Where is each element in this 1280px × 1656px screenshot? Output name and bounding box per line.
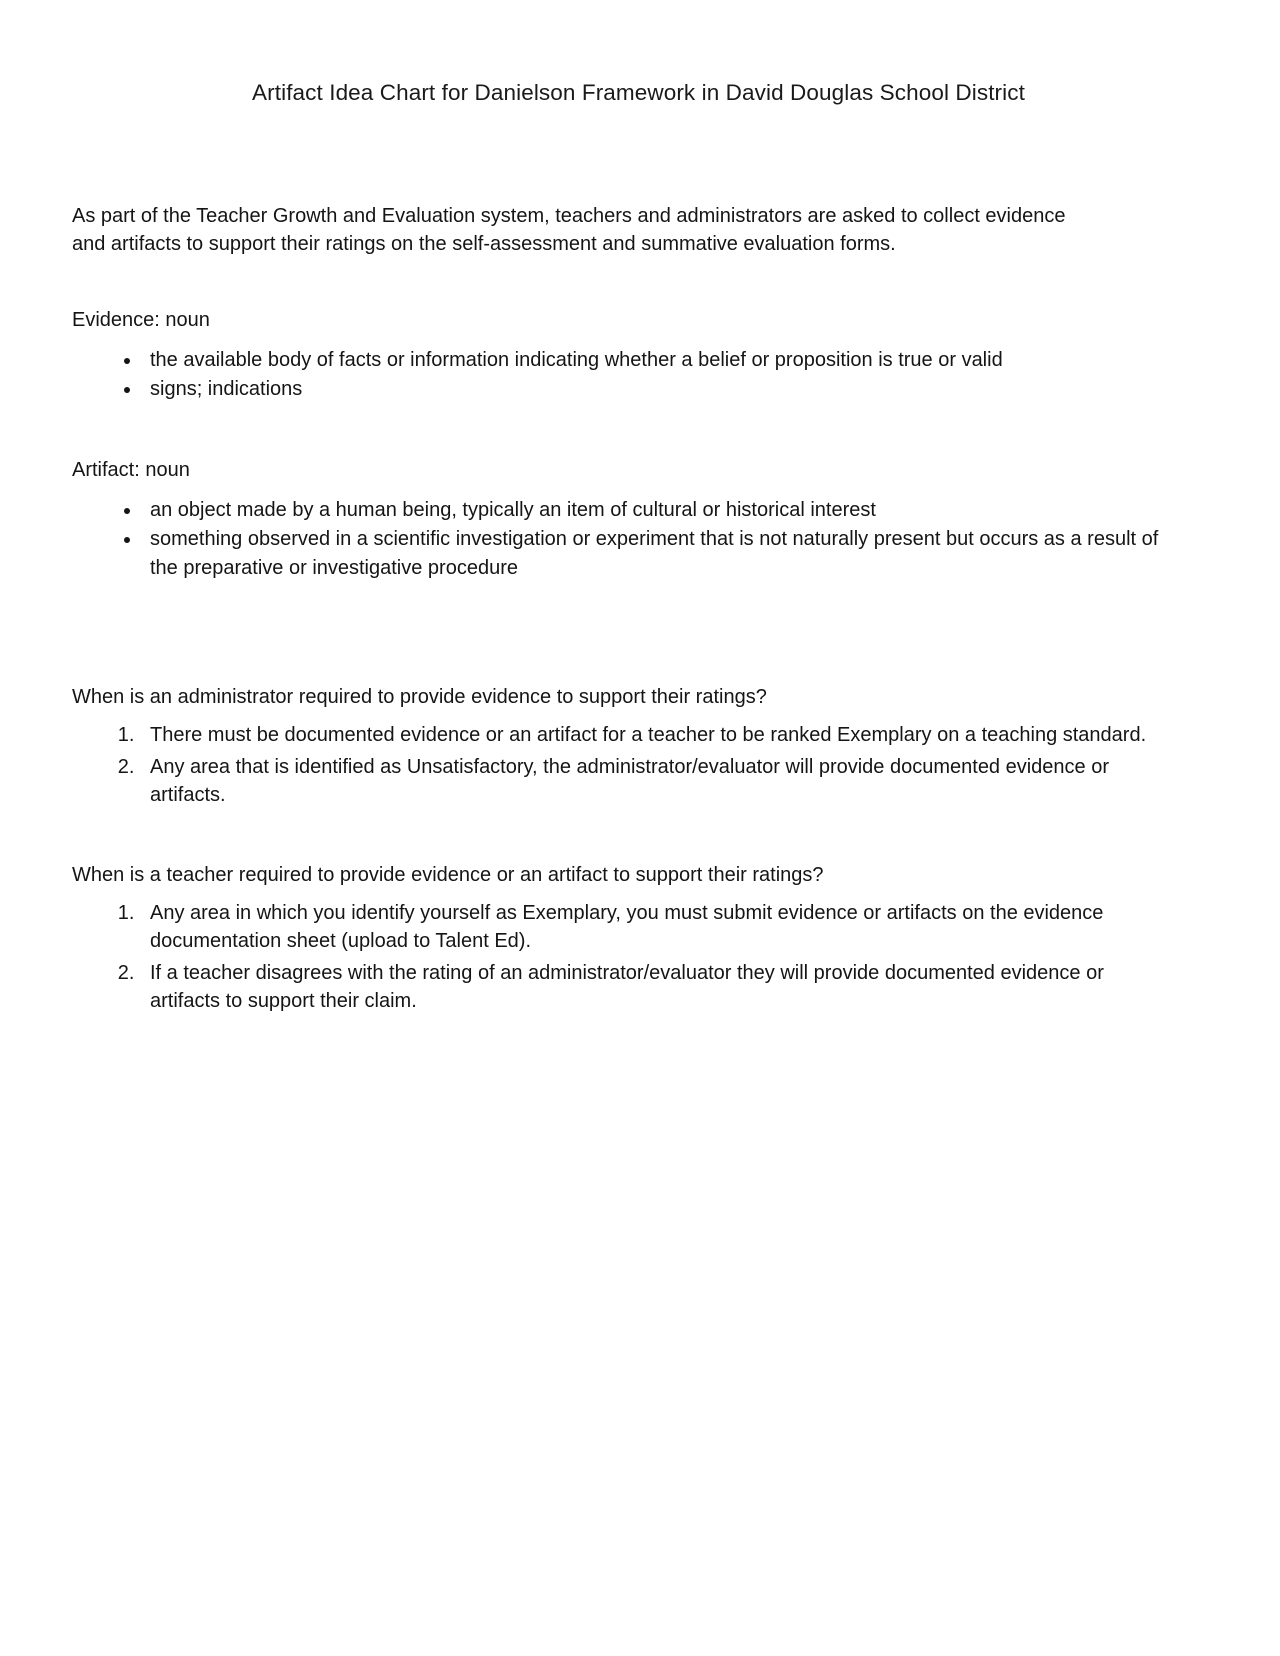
list-item: • something observed in a scientific investigation or experiment that is not naturally present but occurs as a result of the preparative or investigative procedure (142, 525, 1162, 583)
list-item: 2. If a teacher disagrees with the rating of an administrator/evaluator they will provide documented evidence or artifacts to support their claim. (140, 959, 1162, 1015)
section-teacher-question (72, 861, 1205, 1015)
teacher-numbered-list (72, 899, 1162, 1015)
list-item: • signs; indications (142, 375, 1162, 404)
artifact-bullet-list (72, 496, 1162, 583)
intro-paragraph: As part of the Teacher Growth and Evaluation system, teachers and administrators are asked to collect evidence and artifacts to support their ratings on the self-assessment and summative evaluation forms. (72, 205, 1066, 255)
section-admin-question (72, 683, 1205, 809)
artifact-heading: Artifact: noun (72, 459, 190, 481)
section-artifact (72, 456, 1205, 583)
section-evidence (72, 306, 1205, 404)
list-item: 2. Any area that is identified as Unsatisfactory, the administrator/evaluator will provide documented evidence or artifacts. (140, 753, 1162, 809)
list-item: • the available body of facts or information indicating whether a belief or proposition is true or valid (142, 346, 1162, 375)
admin-question-heading: When is an administrator required to provide evidence to support their ratings? (72, 686, 767, 708)
evidence-heading: Evidence: noun (72, 309, 210, 331)
list-item: 1. Any area in which you identify yourself as Exemplary, you must submit evidence or artifacts on the evidence documentation sheet (upload to Talent Ed). (140, 899, 1162, 955)
teacher-question-heading: When is a teacher required to provide evidence or an artifact to support their ratings? (72, 864, 824, 886)
list-item: 1. There must be documented evidence or an artifact for a teacher to be ranked Exemplary on a teaching standard. (140, 721, 1162, 749)
evidence-bullet-list (72, 346, 1162, 404)
document-title: Artifact Idea Chart for Danielson Framework in David Douglas School District (252, 80, 1025, 105)
admin-numbered-list (72, 721, 1162, 809)
list-item: • an object made by a human being, typically an item of cultural or historical interest (142, 496, 1162, 525)
